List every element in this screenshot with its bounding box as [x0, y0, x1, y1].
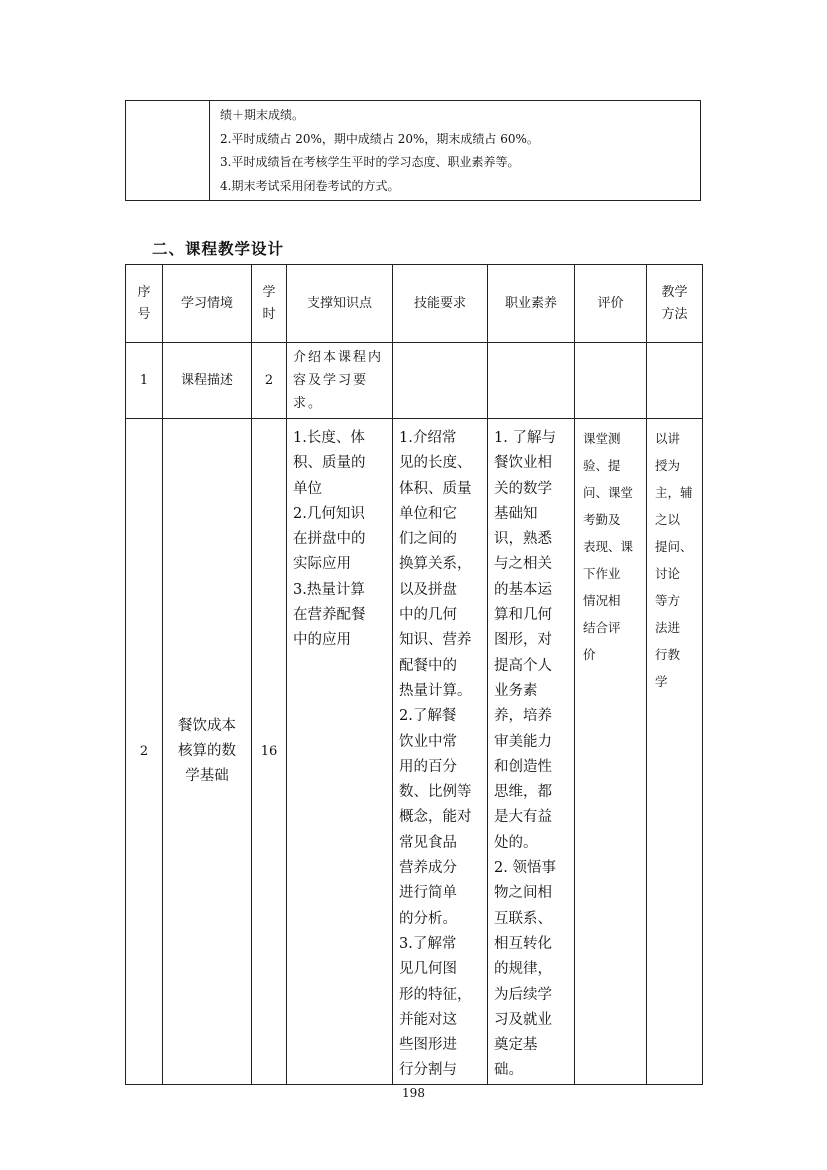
- literacy-line: 为后续学: [494, 986, 552, 1003]
- literacy-line: 的基本运: [494, 581, 552, 598]
- skills-line: 中的几何: [399, 607, 457, 624]
- literacy-line: 础。: [494, 1062, 523, 1079]
- literacy-line: 1. 了解与: [494, 430, 556, 446]
- method-line: 讨论: [655, 566, 681, 581]
- literacy-line: 和创造性: [494, 758, 552, 775]
- header-hours-line: 学: [262, 284, 276, 300]
- evaluation-line: 下作业: [583, 566, 621, 581]
- literacy-line: 图形，对: [494, 632, 552, 649]
- row-knowledge: [287, 343, 393, 419]
- skills-line: 用的百分: [399, 758, 457, 775]
- evaluation-line: 问、课堂: [583, 485, 634, 500]
- row-evaluation: [575, 343, 647, 419]
- row-situation: 课程描述: [163, 343, 252, 419]
- literacy-line: 餐饮业相: [494, 455, 552, 472]
- literacy-line: 养，培养: [494, 708, 552, 725]
- assessment-line: 4.期末考试采用闭卷考试的方式。: [220, 178, 400, 193]
- header-hours: [252, 265, 287, 343]
- header-method: [647, 265, 703, 343]
- evaluation-line: 价: [583, 647, 596, 662]
- evaluation-line: 情况相: [583, 593, 621, 608]
- skills-line: 数、比例等: [399, 784, 472, 801]
- skills-line: 以及拼盘: [399, 581, 457, 598]
- literacy-line: 奠定基: [494, 1037, 538, 1054]
- knowledge-line: 在营养配餐: [293, 607, 366, 624]
- situation-line: 学基础: [185, 767, 229, 784]
- skills-line: 见几何图: [399, 961, 457, 978]
- skills-line: 常见食品: [399, 834, 457, 851]
- literacy-line: 与之相关: [494, 556, 552, 573]
- skills-line: 营养成分: [399, 860, 457, 877]
- literacy-line: 基础知: [494, 505, 538, 522]
- header-no-line: 序: [137, 284, 151, 300]
- skills-line: 热量计算。: [399, 682, 472, 699]
- method-line: 等方: [655, 593, 681, 608]
- section-title: 二、课程教学设计: [152, 240, 285, 258]
- situation-line: 核算的数: [178, 742, 236, 759]
- skills-line: 1.介绍常: [399, 430, 457, 446]
- literacy-line: 习及就业: [494, 1011, 552, 1028]
- literacy-line: 算和几何: [494, 607, 552, 624]
- course-design-table: [125, 264, 703, 1085]
- row-method: [647, 419, 703, 1085]
- assessment-label-cell: [126, 101, 210, 200]
- header-no-line: 号: [137, 306, 151, 322]
- skills-line: 换算关系，: [399, 556, 472, 573]
- skills-line: 进行简单: [399, 885, 457, 902]
- row-skills: [393, 419, 488, 1085]
- assessment-line: 3.平时成绩旨在考核学生平时的学习态度、职业素养等。: [220, 155, 520, 169]
- skills-line: 形的特征，: [399, 986, 472, 1003]
- literacy-line: 审美能力: [494, 733, 552, 750]
- evaluation-line: 课堂测: [583, 431, 621, 446]
- header-literacy: 职业素养: [488, 265, 575, 343]
- literacy-line: 的规律，: [494, 961, 552, 978]
- skills-line: 2.了解餐: [399, 708, 457, 725]
- evaluation-line: 表现、课: [583, 539, 634, 554]
- assessment-line: 2.平时成绩占 20%，期中成绩占 20%，期末成绩占 60%。: [220, 131, 539, 146]
- evaluation-line: 考勤及: [583, 512, 621, 527]
- skills-line: 的分析。: [399, 910, 457, 927]
- header-hours-line: 时: [262, 306, 276, 322]
- header-skills: 技能要求: [393, 265, 488, 343]
- method-line: 学: [655, 674, 668, 689]
- row-method: [647, 343, 703, 419]
- row-no: 1: [126, 343, 163, 419]
- literacy-line: 业务素: [494, 682, 538, 699]
- skills-line: 行分割与: [399, 1062, 457, 1079]
- literacy-line: 提高个人: [494, 657, 552, 674]
- skills-line: 概念，能对: [399, 809, 472, 826]
- table-row: [126, 419, 703, 1085]
- literacy-line: 识，熟悉: [494, 531, 552, 548]
- row-literacy: [488, 343, 575, 419]
- skills-line: 见的长度、: [399, 455, 472, 472]
- knowledge-line: 求。: [293, 396, 324, 411]
- row-literacy: [488, 419, 575, 1085]
- literacy-line: 相互转化: [494, 935, 552, 952]
- header-evaluation: 评价: [575, 265, 647, 343]
- skills-line: 并能对这: [399, 1011, 457, 1028]
- assessment-line: 绩＋期末成绩。: [220, 108, 305, 122]
- knowledge-line: 积、质量的: [293, 455, 366, 472]
- evaluation-line: 结合评: [583, 620, 621, 635]
- header-method-line: 方法: [661, 306, 688, 322]
- row-hours: 2: [252, 343, 287, 419]
- row-skills: [393, 343, 488, 419]
- assessment-table-continuation: [125, 100, 701, 201]
- knowledge-line: 3.热量计算: [293, 581, 365, 598]
- header-situation: 学习情境: [163, 265, 252, 343]
- literacy-line: 互联系、: [494, 910, 552, 927]
- knowledge-line: 介绍本课程内: [293, 350, 384, 365]
- header-knowledge: 支撑知识点: [287, 265, 393, 343]
- skills-line: 配餐中的: [399, 657, 457, 674]
- literacy-line: 处的。: [494, 834, 538, 851]
- method-line: 主，辅: [655, 485, 693, 500]
- knowledge-line: 实际应用: [293, 556, 351, 573]
- method-line: 之以: [655, 512, 681, 527]
- method-line: 以讲: [655, 431, 681, 446]
- skills-line: 饮业中常: [399, 733, 457, 750]
- header-no: [126, 265, 163, 343]
- skills-line: 们之间的: [399, 531, 457, 548]
- knowledge-line: 2.几何知识: [293, 505, 365, 522]
- knowledge-line: 单位: [293, 480, 322, 497]
- literacy-line: 关的数学: [494, 480, 552, 497]
- evaluation-line: 验、提: [583, 458, 621, 473]
- header-method-line: 教学: [661, 284, 688, 300]
- row-knowledge: [287, 419, 393, 1085]
- row-no: 2: [126, 419, 163, 1085]
- assessment-content-cell: [220, 104, 694, 198]
- situation-line: 餐饮成本: [178, 717, 236, 734]
- skills-line: 体积、质量: [399, 480, 472, 497]
- skills-line: 些图形进: [399, 1037, 457, 1054]
- knowledge-line: 容及学习要: [293, 373, 369, 388]
- table-header-row: [126, 265, 703, 343]
- page-number: 198: [402, 1086, 425, 1100]
- row-situation: [163, 419, 252, 1085]
- table-row: [126, 343, 703, 419]
- literacy-line: 思维，都: [494, 784, 552, 801]
- method-line: 行教: [655, 647, 681, 662]
- row-evaluation: [575, 419, 647, 1085]
- method-line: 授为: [655, 458, 681, 473]
- method-line: 法进: [655, 620, 681, 635]
- row-hours: 16: [252, 419, 287, 1085]
- knowledge-line: 1.长度、体: [293, 430, 365, 446]
- method-line: 提问、: [655, 539, 693, 554]
- knowledge-line: 中的应用: [293, 632, 351, 649]
- skills-line: 3.了解常: [399, 935, 457, 952]
- skills-line: 知识、营养: [399, 632, 472, 649]
- literacy-line: 是大有益: [494, 809, 552, 826]
- skills-line: 单位和它: [399, 505, 457, 522]
- knowledge-line: 在拼盘中的: [293, 531, 366, 548]
- literacy-line: 物之间相: [494, 885, 552, 902]
- literacy-line: 2. 领悟事: [494, 860, 556, 877]
